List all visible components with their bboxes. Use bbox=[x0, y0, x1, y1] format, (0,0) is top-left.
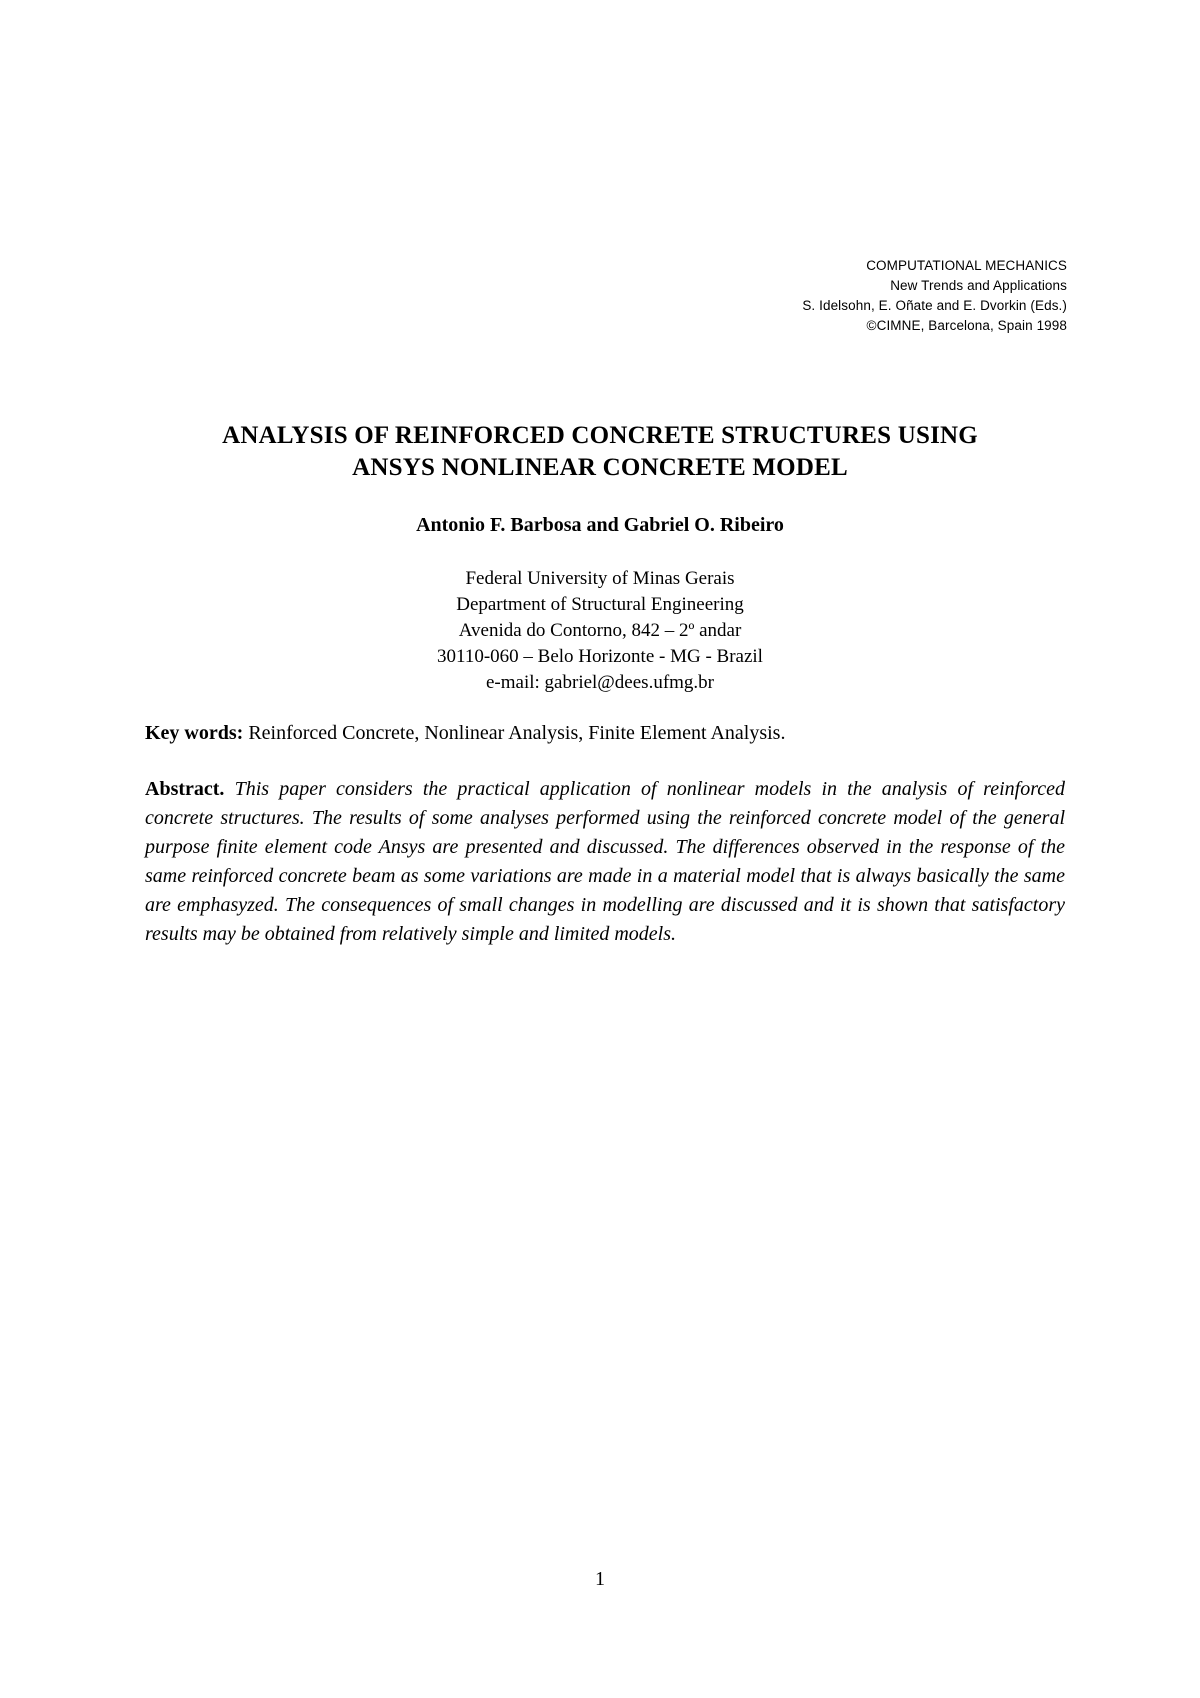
keywords-label: Key words: bbox=[145, 722, 244, 744]
affiliation-city: 30110-060 – Belo Horizonte - MG - Brazil bbox=[437, 646, 763, 667]
paper-title-line-2: ANSYS NONLINEAR CONCRETE MODEL bbox=[352, 454, 848, 481]
keywords-text: Reinforced Concrete, Nonlinear Analysis, Finite Element Analysis. bbox=[248, 722, 786, 744]
affiliation bbox=[0, 566, 1200, 696]
editors: S. Idelsohn, E. Oñate and E. Dvorkin (Eds.) bbox=[802, 298, 1067, 313]
series-subtitle: New Trends and Applications bbox=[890, 278, 1067, 293]
authors: Antonio F. Barbosa and Gabriel O. Ribeiro bbox=[416, 514, 784, 536]
copyright: ©CIMNE, Barcelona, Spain 1998 bbox=[866, 318, 1067, 333]
publication-header bbox=[802, 256, 1067, 336]
paper-title bbox=[0, 420, 1200, 484]
affiliation-department: Department of Structural Engineering bbox=[456, 594, 744, 615]
page-number: 1 bbox=[595, 1568, 605, 1590]
abstract bbox=[145, 775, 1065, 949]
series-title: COMPUTATIONAL MECHANICS bbox=[866, 258, 1067, 273]
keywords bbox=[145, 720, 1065, 746]
abstract-text: This paper considers the practical application of nonlinear models in the analysis of reinforced concrete structures. The results of some analyses performed using the reinforced concrete model of the general purpose finite element code Ansys are presented and discussed. The differences observed in the response of the same reinforced concrete beam as some variations are made in a material model that is always basically the same are emphasyzed. The consequences of small changes in modelling are discussed and it is shown that satisfactory results may be obtained from relatively simple and limited models. bbox=[145, 778, 1065, 945]
affiliation-address: Avenida do Contorno, 842 – 2º andar bbox=[458, 620, 742, 641]
abstract-label: Abstract. bbox=[145, 778, 225, 800]
paper-title-line-1: ANALYSIS OF REINFORCED CONCRETE STRUCTURES USING bbox=[222, 422, 978, 449]
affiliation-university: Federal University of Minas Gerais bbox=[465, 568, 735, 589]
affiliation-email: e-mail: gabriel@dees.ufmg.br bbox=[486, 672, 714, 693]
